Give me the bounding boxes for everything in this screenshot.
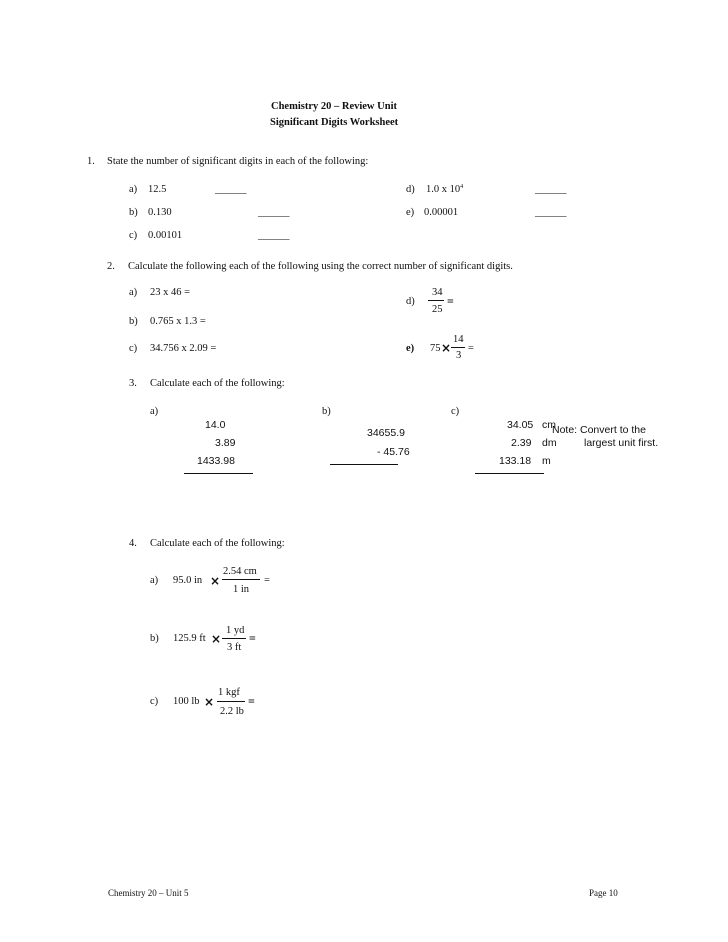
q4c-numerator: 1 kgf — [218, 687, 240, 698]
q4a-denominator: 1 in — [233, 584, 250, 595]
q3c-line1: 34.05 — [507, 419, 534, 431]
q3a-line2: 3.89 — [215, 437, 236, 449]
q1d-value: 1.0 x $10^4$ — [426, 184, 464, 195]
q1e-value: 0.00001 — [424, 207, 459, 218]
q4a-fraction-bar — [222, 579, 260, 580]
q2a-label: a) — [129, 287, 138, 298]
footer-page-number: Page 10 — [589, 888, 618, 898]
q4-prompt: Calculate each of the following: — [150, 538, 285, 549]
q3c-line2: 2.39 — [511, 437, 532, 449]
q1b-value: 0.130 — [148, 207, 172, 218]
q3c-unit1: cm — [542, 419, 556, 431]
q1e-blank: ______ — [535, 207, 567, 218]
q3a-label: a) — [150, 406, 159, 417]
q2a-expr: 23 x 46 = — [150, 287, 191, 298]
q2b-label: b) — [129, 316, 138, 327]
q4c-equals: = — [248, 694, 255, 708]
q1c-blank: ______ — [258, 230, 290, 241]
q2e-prefix: 75 — [430, 343, 441, 354]
q3b-sum-line — [330, 464, 398, 465]
q4-number: 4. — [129, 538, 137, 549]
q1a-blank: ______ — [215, 184, 247, 195]
q3-note-line1: Note: Convert to the — [552, 424, 646, 436]
q4b-numerator: 1 yd — [226, 625, 245, 636]
q2d-numerator: 34 — [432, 287, 443, 298]
q3a-line1: 14.0 — [205, 419, 226, 431]
q3b-line2: - 45.76 — [377, 446, 410, 458]
q3c-unit3: m — [542, 455, 551, 467]
q2b-expr: 0.765 x 1.3 = — [150, 316, 206, 327]
q1e-label: e) — [406, 207, 415, 218]
q3a-line3: 1433.98 — [197, 455, 235, 467]
q4c-denominator: 2.2 lb — [220, 706, 244, 717]
q3-prompt: Calculate each of the following: — [150, 378, 285, 389]
q4a-times-icon: × — [210, 574, 221, 588]
q2d-denominator: 25 — [432, 304, 443, 315]
q2d-equals: = — [447, 294, 454, 308]
q2e-label: e) — [406, 343, 415, 354]
q2c-expr: 34.756 x 2.09 = — [150, 343, 217, 354]
q4a-prefix: 95.0 in — [173, 575, 203, 586]
q1-number: 1. — [87, 156, 95, 167]
q4a-label: a) — [150, 575, 159, 586]
q2c-label: c) — [129, 343, 138, 354]
footer-left: Chemistry 20 – Unit 5 — [108, 888, 189, 898]
q3c-unit2: dm — [542, 437, 557, 449]
q4c-times-icon: × — [204, 695, 215, 709]
q2e-equals: = — [468, 343, 474, 354]
q2e-denominator: 3 — [456, 350, 462, 361]
q2d-fraction-bar — [428, 300, 444, 301]
q2-number: 2. — [107, 261, 115, 272]
q4b-equals: = — [249, 631, 256, 645]
q3b-label: b) — [322, 406, 331, 417]
q1-prompt: State the number of significant digits in each of the following: — [107, 156, 369, 167]
q3-note-line2: largest unit first. — [584, 437, 659, 449]
q3c-sum-line — [475, 473, 544, 474]
q4c-prefix: 100 lb — [173, 696, 200, 707]
q1a-value: 12.5 — [148, 184, 167, 195]
q4c-fraction-bar — [217, 701, 245, 702]
q4c-label: c) — [150, 696, 159, 707]
q1a-label: a) — [129, 184, 138, 195]
page-subtitle: Significant Digits Worksheet — [270, 117, 399, 128]
q4a-numerator: 2.54 cm — [223, 566, 257, 577]
page-title: Chemistry 20 – Review Unit — [271, 101, 397, 112]
q4b-fraction-bar — [222, 638, 246, 639]
q4b-times-icon: × — [211, 632, 222, 646]
q1c-label: c) — [129, 230, 138, 241]
q3c-label: c) — [451, 406, 460, 417]
q4b-prefix: 125.9 ft — [173, 633, 206, 644]
q2-prompt: Calculate the following each of the following using the correct number of significant digits. — [128, 261, 513, 272]
q3-number: 3. — [129, 378, 137, 389]
q4a-equals: = — [264, 575, 270, 586]
q2e-numerator: 14 — [453, 334, 464, 345]
q1b-label: b) — [129, 207, 138, 218]
q1d-label: d) — [406, 184, 415, 195]
q4b-label: b) — [150, 633, 159, 644]
q3a-sum-line — [184, 473, 253, 474]
q2e-times-icon: × — [441, 341, 452, 355]
q2d-label: d) — [406, 296, 415, 307]
q3b-line1: 34655.9 — [367, 427, 405, 439]
q1c-value: 0.00101 — [148, 230, 183, 241]
q1d-blank: ______ — [535, 184, 567, 195]
q1b-blank: ______ — [258, 207, 290, 218]
q4b-denominator: 3 ft — [227, 642, 242, 653]
q3c-line3: 133.18 — [499, 455, 532, 467]
q2e-fraction-bar — [451, 347, 465, 348]
